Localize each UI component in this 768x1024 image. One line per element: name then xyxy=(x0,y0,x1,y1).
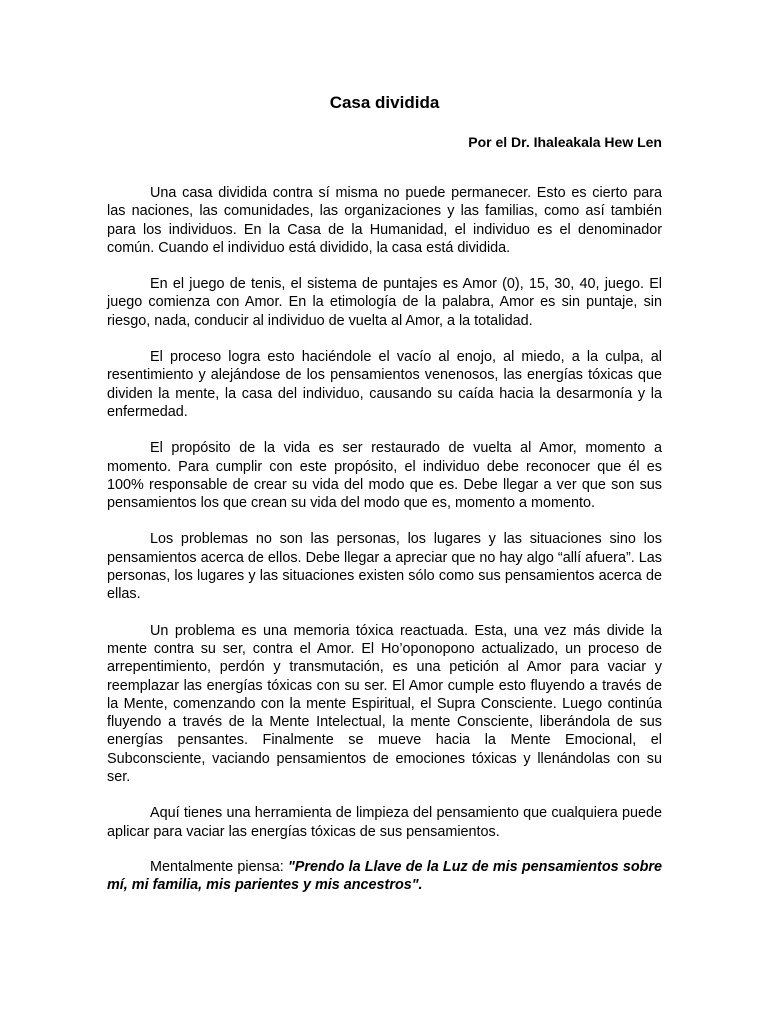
paragraph-3: El proceso logra esto haciéndole el vacío al enojo, al miedo, a la culpa, al resentimiento y alejándose de los pensamientos venenosos, las energías tóxicas que dividen la mente, la casa del individuo, causando su caída hacia la desarmonía y la enfermedad. xyxy=(107,349,662,420)
paragraph-2: En el juego de tenis, el sistema de puntajes es Amor (0), 15, 30, 40, juego. El juego comienza con Amor. En la etimología de la palabra, Amor es sin puntaje, sin riesgo, nada, conducir al individuo de vuelta al Amor, a la totalidad. xyxy=(107,276,662,329)
document-title: Casa dividida xyxy=(329,93,440,112)
paragraph-5: Los problemas no son las personas, los lugares y las situaciones sino los pensamientos acerca de ellos. Debe llegar a apreciar que no hay algo “allí afuera”. Las personas, los lugares y las situaciones existen sólo como sus pensamientos acerca de ellas. xyxy=(107,531,662,603)
document-author: Por el Dr. Ihaleakala Hew Len xyxy=(468,134,662,150)
paragraph-7: Aquí tienes una herramienta de limpieza del pensamiento que cualquiera puede aplicar para vaciar las energías tóxicas de sus pensamientos. xyxy=(107,805,662,840)
closing-paragraph xyxy=(107,858,662,895)
paragraph-4: El propósito de la vida es ser restaurado de vuelta al Amor, momento a momento. Para cumplir con este propósito, el individuo debe reconocer que él es 100% responsable de crear su vida del modo que es. Debe llegar a ver que son sus pensamientos los que crean su vida del modo que es, momento a momento. xyxy=(107,440,662,512)
paragraph-6: Un problema es una memoria tóxica reactuada. Esta, una vez más divide la mente contra su ser, contra el Amor. El Ho’oponopono actualizado, un proceso de arrepentimiento, perdón y transmutación, es una petición al Amor para vaciar y reemplazar las energías tóxicas con su ser. El Amor cumple esto fluyendo a través de la Mente, comenzando con la mente Espiritual, el Supra Consciente. Luego continúa fluyendo a través de la Mente Intelectual, la mente Consciente, liberándola de sus energías pensantes. Finalmente se mueve hacia la Mente Emocional, el Subconsciente, vaciando pensamientos de emociones tóxicas y llenándolas con su ser. xyxy=(107,622,662,786)
paragraph-1: Una casa dividida contra sí misma no puede permanecer. Esto es cierto para las naciones, las comunidades, las organizaciones y las familias, como así también para los individuos. En la Casa de la Humanidad, el individuo es el denominador común. Cuando el individuo está dividido, la casa está dividida. xyxy=(107,185,662,256)
closing-lead: Mentalmente piensa: xyxy=(150,858,288,875)
document-body xyxy=(107,184,662,913)
closing-quote: "Prendo la Llave de la Luz de mis pensamientos sobre mí, mi familia, mis parientes y mis ancestros". xyxy=(107,858,663,894)
